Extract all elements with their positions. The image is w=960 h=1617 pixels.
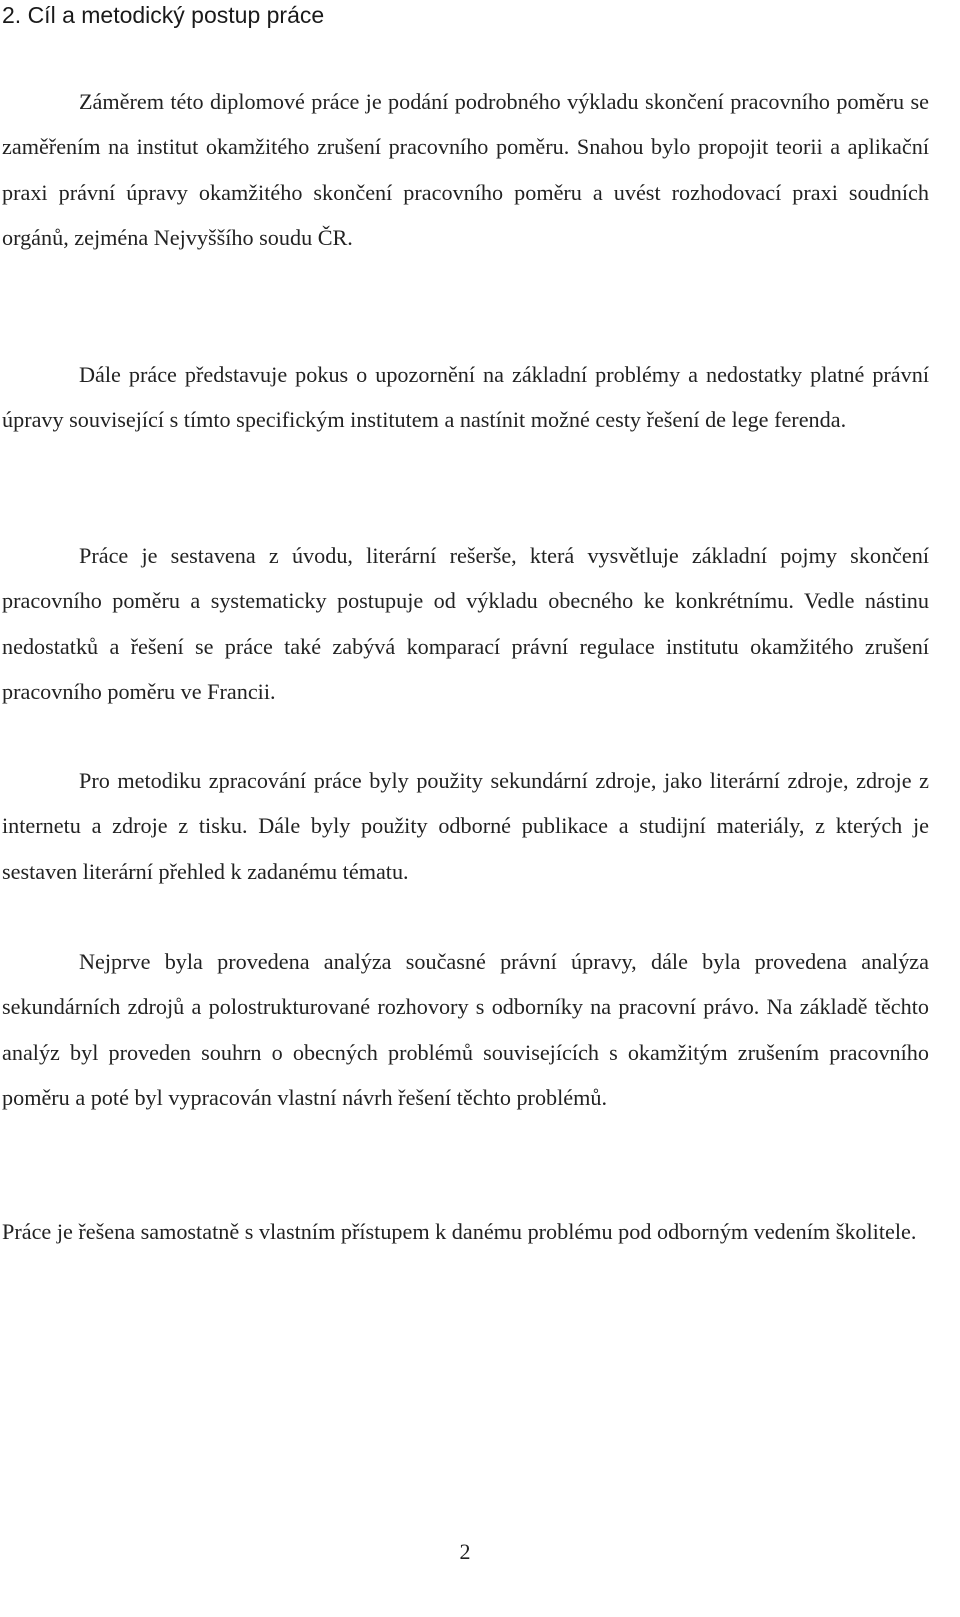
paragraph-analysis: Nejprve byla provedena analýza současné právní úpravy, dále byla provedena analýza sekundárních zdrojů a polostrukturované rozhovory s odborníky na pracovní právo. Na základě těchto analýz byl proveden souhrn o obecných problémů souvisejících s okamžitým zrušením pracovního poměru a poté byl vypracován vlastní návrh řešení těchto problémů. [2,949,929,1111]
paragraph-aim: Záměrem této diplomové práce je podání podrobného výkladu skončení pracovního poměru se zaměřením na institut okamžitého zrušení pracovního poměru. Snahou bylo propojit teorii a aplikační praxi právní úpravy okamžitého skončení pracovního poměru a uvést rozhodovací praxi soudních orgánů, zejména Nejvyššího soudu ČR. [2,89,929,251]
paragraph-methodology: Pro metodiku zpracování práce byly použity sekundární zdroje, jako literární zdroje, zdroje z internetu a zdroje z tisku. Dále byly použity odborné publikace a studijní materiály, z kterých je sestaven literární přehled k zadanému tématu. [2,768,929,884]
paragraph-independence: Práce je řešena samostatně s vlastním přístupem k danému problému pod odborným vedením školitele. [2,1219,917,1244]
section-heading: 2. Cíl a metodický postup práce [2,2,325,28]
page-number: 2 [459,1539,471,1564]
paragraph-problems: Dále práce představuje pokus o upozornění na základní problémy a nedostatky platné právní úpravy související s tímto specifickým institutem a nastínit možné cesty řešení de lege ferenda. [2,362,929,433]
paragraph-structure: Práce je sestavena z úvodu, literární rešerše, která vysvětluje základní pojmy skončení pracovního poměru a systematicky postupuje od výkladu obecného ke konkrétnímu. Vedle nástinu nedostatků a řešení se práce také zabývá komparací právní regulace institutu okamžitého zrušení pracovního poměru ve Francii. [2,543,929,705]
